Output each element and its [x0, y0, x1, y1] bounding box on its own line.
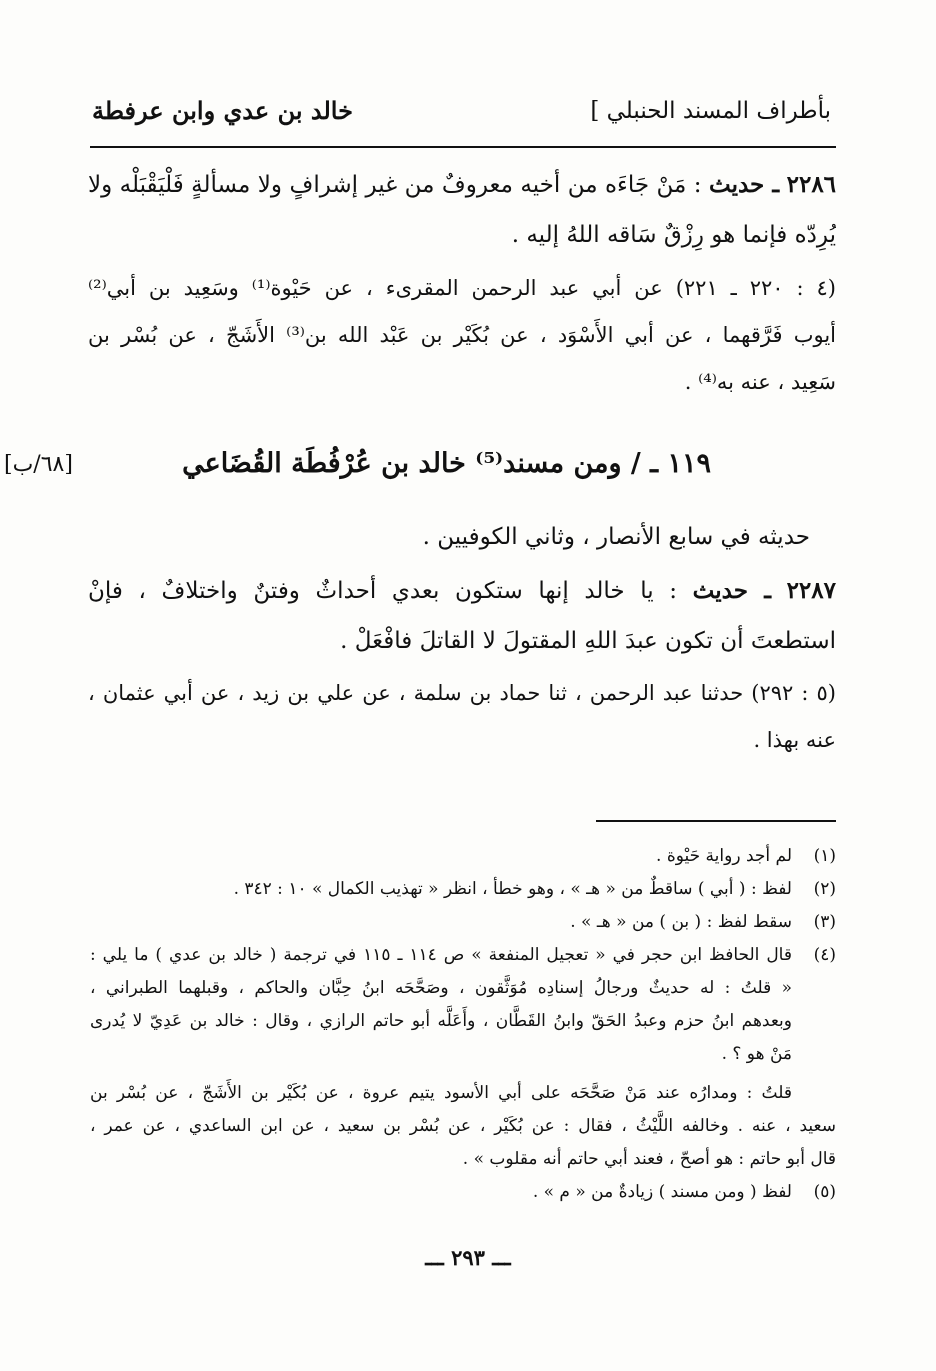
header-divider [90, 146, 836, 148]
running-header-right: بأطراف المسند الحنبلي ] [590, 98, 831, 124]
footnote-1: (١) لم أجد رواية حَيْوة . [656, 846, 836, 866]
running-header-left: خالد بن عدي وابن عرفطة [92, 96, 353, 125]
hadith-line-2: يُرِدّه فإنما هو رِزْقٌ سَاقه اللهُ إليه . [511, 222, 836, 248]
source-line-2: أيوب فَرَّقهما ، عن أبي الأَسْوَد ، عن بُكَيْر بن عَبْد الله بن⁽³⁾ الأَشَجّ ، عن بُسْر بن [88, 323, 836, 347]
footnotes [90, 840, 836, 1209]
section-intro: حديثه في سابع الأنصار ، وثاني الكوفيين . [422, 524, 810, 550]
section-title: ١١٩ ـ / ومن مسند⁽⁵⁾ خالد بن عُرْفُطَة القُضَاعي [182, 448, 711, 479]
source-line-2: عنه بهذا . [753, 728, 836, 752]
manuscript-folio-ref: [٦٨/ب] [4, 452, 73, 477]
hadith-number: ٢٢٨٧ [786, 577, 836, 604]
hadith-2286-text [88, 160, 836, 260]
footnote-divider [596, 820, 836, 822]
hadith-line-1: : يا خالد إنها ستكون بعدي أحداثٌ وفتنٌ واختلافٌ ، فإنْ [88, 578, 678, 604]
source-line-3: سَعِيد ، عنه به⁽⁴⁾ . [684, 370, 836, 394]
footnote-3: (٣) سقط لفظ : ( بن ) من « هـ » . [570, 912, 836, 932]
hadith-2286-source [88, 265, 836, 406]
footnote-4-continuation: قلتُ : ومدارُه عند مَنْ صَحَّحَه على أبي الأسود يتيم عروة ، عن بُكَيْر بن الأَشَجّ ، عن بُسْر بن سعيد ، عنه . وخالفه اللَّيْثُ ، فقال : عن بُكَيْر ، عن بُسْر بن سعيد ، عن ابن الساعدي ، عن عمر ، قال أبو حاتم : هو أصحّ ، فعند أبي حاتم أنه مقلوب » . [90, 1083, 836, 1169]
hadith-2287-text [88, 566, 836, 666]
hadith-line-2: استطعتَ أن تكون عبدَ اللهِ المقتولَ لا القاتلَ فافْعَلْ . [340, 628, 836, 654]
footnote-2: (٢) لفظ : ( أبي ) ساقطٌ من « هـ » ، وهو خطأ ، انظر « تهذيب الكمال » ١٠ : ٣٤٢ . [233, 879, 836, 899]
source-line-1: (٤ : ٢٢٠ ـ ٢٢١) عن أبي عبد الرحمن المقرىء ، عن حَيْوة⁽¹⁾ وسَعِيد بن أبي⁽²⁾ [88, 276, 836, 300]
footnote-4: (٤) قال الحافظ ابن حجر في « تعجيل المنفعة » ص ١١٤ ـ ١١٥ في ترجمة ( خالد بن عدي ) ما يلي : « قلتُ : له حديثٌ ورجالُ إسنادِه مُوَثَّقون ، وصَحَّحَه ابنُ حِبَّان والحاكم ، وقبلهما الطبراني ، وبعدهم ابنُ حزم وعبدُ الحَقّ وابنُ القَطَّان ، وأَعَلَّه أبو حاتم الرازي ، وقال : خالد بن عَدِيّ لا يُدرى مَنْ هو ؟ . [90, 945, 836, 1064]
footnote-5: (٥) لفظ ( ومن مسند ) زيادةٌ من « م » . [532, 1182, 836, 1202]
source-line-1: (٥ : ٢٩٢) حدثنا عبد الرحمن ، ثنا حماد بن سلمة ، عن علي بن زيد ، عن أبي عثمان ، [88, 681, 836, 705]
hadith-number: ٢٢٨٦ [786, 171, 836, 198]
hadith-keyword: ـ حديث [708, 171, 780, 198]
hadith-keyword: ـ حديث [692, 577, 771, 604]
page-number: ـــ ٢٩٣ ـــ [425, 1245, 511, 1270]
hadith-2287-source [88, 670, 836, 764]
hadith-line-1: : مَنْ جَاءَه من أخيه معروفٌ من غير إشرافٍ ولا مسألةٍ فَلْيَقْبَلْه ولا [88, 172, 702, 198]
